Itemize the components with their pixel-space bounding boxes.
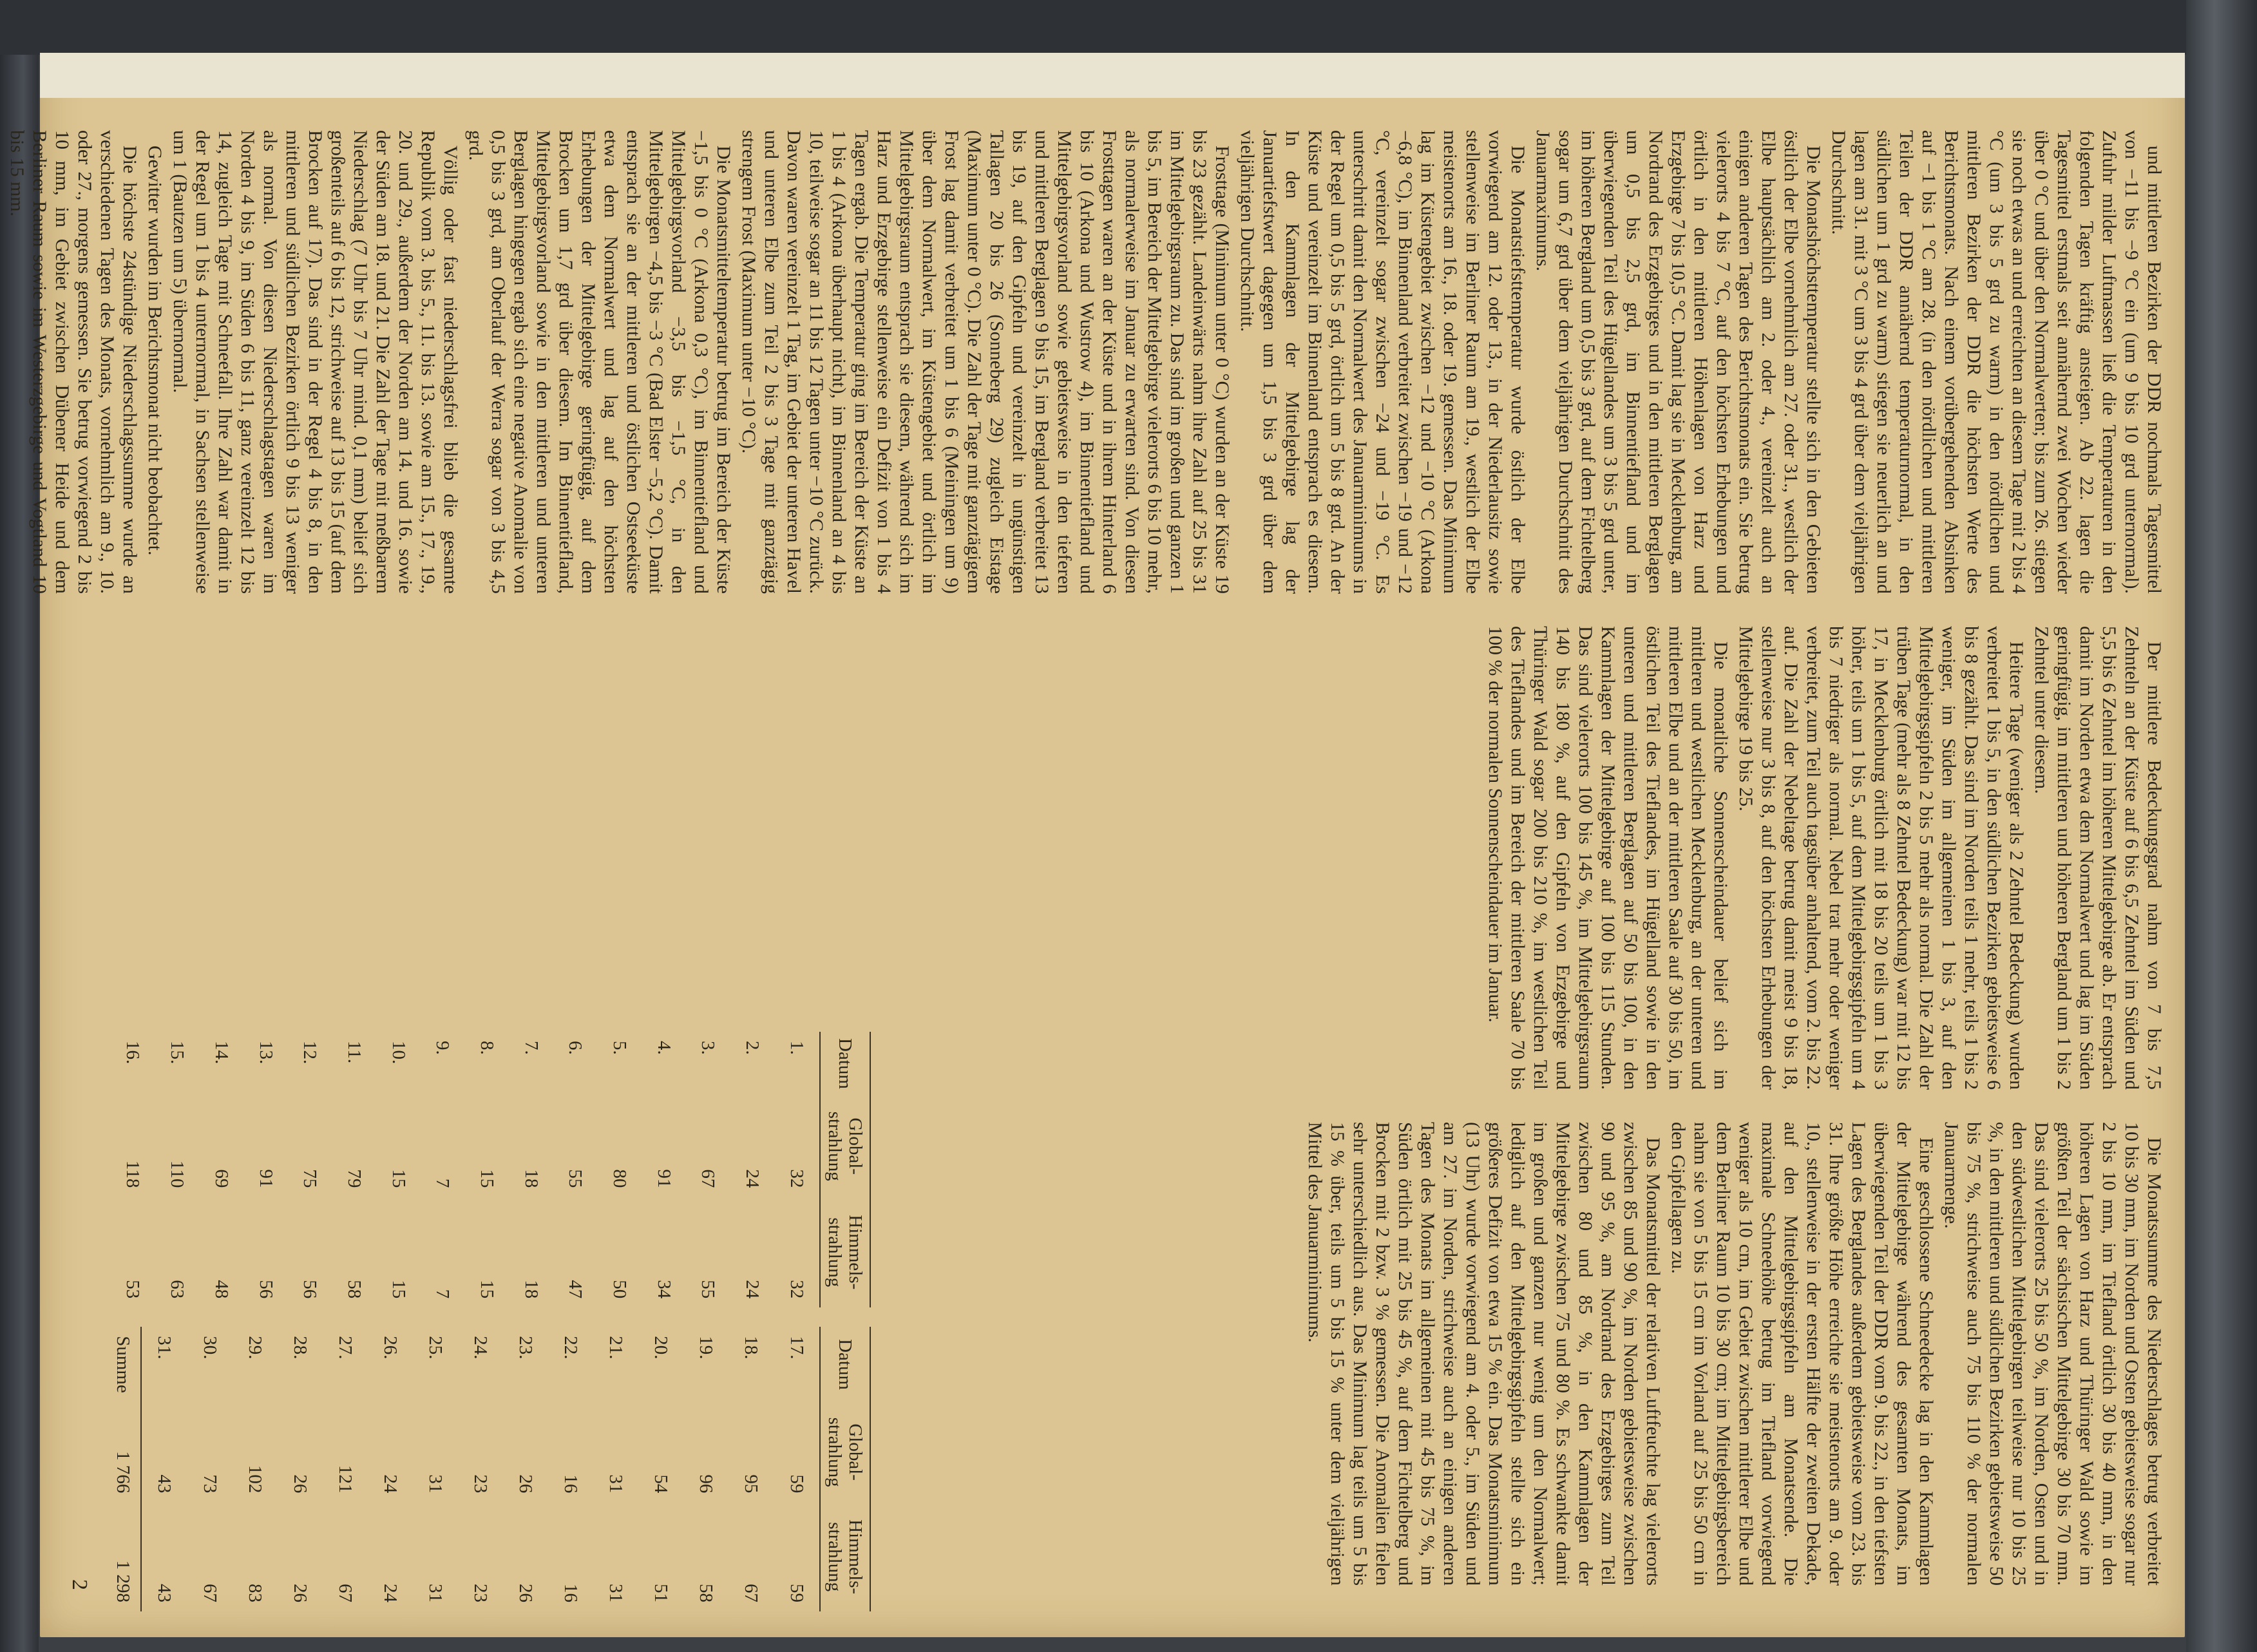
cell-global: 67 — [698, 1169, 719, 1188]
cell-himmel: 55 — [698, 1280, 719, 1299]
paragraph: Die Monatstiefsttemperatur wurde östlich der Elbe vorwiegend am 12. oder 13., in der Niederlausitz sowie stellenweise im Berliner Raum am 19., westlich der Elbe meistenorts am 16., 18. oder 19. gemessen. Das Minimum lag im Küstengebiet zwischen −12 und −10 °C (Arkona −6,8 °C), im Binnenland verbreitet zwischen −19 und −12 °C, vereinzelt sogar zwischen −24 und −19 °C. Es unterschritt damit den Normalwert des Januarminimums in der Regel um 0,5 bis 5 grd, örtlich um 5 bis 8 grd. An der Küste und vereinzelt im Binnenland entsprach es diesem. In den Kammlagen der Mittelgebirge lag der Januartiefstwert dagegen um 1,5 bis 3 grd über dem vieljährigen Durchschnitt. — [1237, 130, 1528, 594]
cell-global: 59 — [786, 1474, 807, 1494]
cell-global: 7 — [432, 1178, 453, 1188]
radiation-table-left — [111, 1032, 871, 1307]
paragraph: Eine geschlossene Schneedecke lag in den Kammlagen der Mittelgebirge während des gesamten Monats, im überwiegenden Teil der DDR vom 9. bis 22., in den tiefsten Lagen des Berglandes außerdem gebietsweise vom 23. bis 31. Ihre größte Höhe erreichte sie meistenorts am 9. oder 10., stellenweise in der ersten Hälfte der zweiten Dekade, auf den Mittelgebirgsgipfeln am Monatsende. Die maximale Schneehöhe betrug im Tiefland vorwiegend weniger als 10 cm, im Gebiet zwischen mittlerer Elbe und dem Berliner Raum 10 bis 30 cm; im Mittelgebirgsbereich nahm sie von 5 bis 15 cm im Vorland auf 25 bis 50 cm in den Gipfellagen zu. — [1668, 1122, 1937, 1586]
table-row — [774, 1327, 820, 1611]
table-row — [638, 1327, 683, 1611]
cell-datum: 3. — [698, 1041, 719, 1055]
table-row — [686, 1032, 730, 1307]
cell-datum: 13. — [255, 1041, 276, 1065]
paragraph: Heitere Tage (weniger als 2 Zehntel Bedeckung) wurden verbreitet 1 bis 5, in den südlichen Bezirken gebietsweise 6 bis 8 gezählt. Das sind im Norden teils 1 mehr, teils 1 bis 2 weniger, im Süden im allgemeinen 1 bis 3, auf den Mittelgebirgsgipfeln 2 bis 5 mehr als normal. Die Zahl der trüben Tage (mehr als 8 Zehntel Bedeckung) war mit 12 bis 17, in Mecklenburg örtlich mit 18 bis 20 teils um 1 bis 3 höher, teils um 1 bis 5, auf dem Mittelgebirgsgipfeln um 4 bis 7 niedriger als normal. Nebel trat mehr oder weniger verbreitet, zum Teil auch tagsüber anhaltend, vom 2. bis 22. auf. Die Zahl der Nebeltage betrug damit meist 9 bis 18, stellenweise nur 3 bis 8, auf den höchsten Erhebungen der Mittelgebirge 19 bis 25. — [1735, 626, 2027, 1090]
cell-global: 75 — [300, 1169, 321, 1188]
book-cover-edge — [0, 0, 2257, 55]
cell-global: 18 — [520, 1169, 542, 1188]
cell-datum: 9. — [432, 1041, 453, 1055]
cell-datum: 24. — [470, 1336, 491, 1360]
sum-global: 1 766 — [111, 1402, 141, 1503]
table-row — [141, 1327, 187, 1611]
cell-global: 15 — [388, 1169, 409, 1188]
table-sum-row — [111, 1327, 141, 1611]
cell-datum: 5. — [609, 1041, 631, 1055]
cell-global: 16 — [560, 1474, 582, 1494]
cell-himmel: 34 — [653, 1280, 674, 1299]
header-himmel: Himmels-strahlung — [820, 1197, 870, 1307]
cell-datum: 2. — [742, 1041, 763, 1055]
cell-himmel: 31 — [605, 1584, 627, 1602]
cell-himmel: 50 — [609, 1280, 631, 1299]
cell-global: 110 — [167, 1160, 188, 1188]
cell-datum: 31. — [154, 1336, 175, 1360]
text-column-3 — [877, 1122, 2166, 1586]
cell-himmel: 56 — [255, 1280, 276, 1299]
paragraph: Die Monatshöchsttemperatur stellte sich in den Gebieten östlich der Elbe vornehmlich am 27. oder 31., westlich der Elbe hauptsächlich am 2. oder 4., vereinzelt auch an einigen anderen Tagen des Berichtsmonats ein. Sie betrug vielerorts 4 bis 7 °C, auf den höchsten Erhebungen und örtlich in den mittleren Höhenlagen von Harz und Erzgebirge 7 bis 10,5 °C. Damit lag sie in Mecklenburg, am Nordrand des Erzgebirges und in den mittleren Berglagen um 0,5 bis 2,5 grd, im Binnentiefland und im überwiegenden Teil des Hügellandes um 3 bis 5 grd unter, im höheren Bergland um 0,5 bis 3 grd, auf dem Fichtelberg sogar um 6,7 grd über dem vieljährigen Durchschnitt des Januarmaximums. — [1532, 130, 1824, 594]
table-row — [730, 1032, 775, 1307]
cell-himmel: 58 — [343, 1280, 365, 1299]
cell-datum: 1. — [786, 1041, 808, 1055]
cell-datum: 20. — [651, 1336, 672, 1360]
paragraph: Gewitter wurden im Berichtsmonat nicht beobachtet. — [144, 146, 166, 556]
cell-global: 91 — [255, 1169, 276, 1188]
sum-label: Summe — [111, 1327, 141, 1402]
rotated-page-content — [6, 98, 2185, 1637]
cell-global: 26 — [515, 1474, 537, 1494]
cell-global: 79 — [343, 1169, 365, 1188]
table-row — [683, 1327, 729, 1611]
cell-datum: 22. — [560, 1336, 582, 1360]
cell-global: 31 — [605, 1474, 627, 1494]
cell-himmel: 15 — [477, 1280, 498, 1299]
cell-global: 23 — [470, 1474, 491, 1494]
cell-himmel: 7 — [432, 1289, 453, 1299]
page-number: 2 — [68, 1579, 91, 1590]
cell-himmel: 48 — [211, 1280, 232, 1299]
cell-datum: 27. — [335, 1336, 356, 1360]
paragraph: Völlig oder fast niederschlagsfrei blieb die gesamte Republik vom 3. bis 5., 11. bis 13. sowie am 15., 17., 19., 20. und 29., außerdem der Norden am 14. und 16. sowie der Süden am 18. und 21. Die Zahl der Tage mit meßbarem Niederschlag (7 Uhr bis 7 Uhr mind. 0,1 mm) belief sich großenteils auf 6 bis 12, strichweise auf 13 bis 15 (auf dem Brocken auf 17). Das sind in der Regel 4 bis 8, in den mittleren und südlichen Bezirken örtlich 9 bis 13 weniger als normal. Von diesen Niederschlagstagen waren im Norden 4 bis 9, im Süden 6 bis 11, ganz vereinzelt 12 bis 14, zugleich Tage mit Schneefall. Ihre Zahl war damit in der Regel um 1 bis 4 unternormal, in Sachsen stellenweise um 1 (Bautzen um 5) übernormal. — [169, 130, 461, 594]
table-row — [187, 1327, 233, 1611]
cell-datum: 18. — [741, 1336, 762, 1360]
cell-datum: 6. — [565, 1041, 586, 1055]
cell-global: 118 — [122, 1160, 144, 1188]
cell-global: 69 — [211, 1169, 232, 1188]
cell-datum: 28. — [289, 1336, 310, 1360]
paragraph: Der mittlere Bedeckungsgrad nahm von 7 bis 7,5 Zehnteln an der Küste auf 6 bis 6,5 Zehntel im Süden und 5,5 bis 6 Zehntel im höheren Mittelgebirge ab. Er entsprach damit im Norden etwa dem Normalwert und lag im Süden geringfügig, im mittleren und höheren Bergland um 1 bis 2 Zehntel unter diesem. — [2031, 626, 2165, 1090]
document-page — [6, 53, 2185, 1637]
paragraph: Die Monatssumme des Niederschlages betrug verbreitet 10 bis 30 mm, im Norden und Osten gebietsweise sogar nur 2 bis 10 mm, im Tiefland örtlich 30 bis 40 mm, in den höheren Lagen von Harz und Thüringer Wald sowie im größten Teil der sächsischen Mittelgebirge 30 bis 70 mm. Das sind vielerorts 25 bis 50 %, im Norden, Osten und in den südwestlichen Mittelgebirgen teilweise nur 10 bis 25 %, in den mittleren und südlichen Bezirken gebietsweise 50 bis 75 %, strichweise auch 75 bis 110 % der normalen Januarmenge. — [1941, 1122, 2165, 1586]
radiation-table-right — [111, 1327, 871, 1611]
cell-global: 102 — [244, 1465, 265, 1494]
cell-datum: 23. — [515, 1336, 537, 1360]
table-row — [200, 1032, 244, 1307]
cell-himmel: 58 — [696, 1584, 717, 1602]
table-row — [233, 1327, 278, 1611]
cell-himmel: 16 — [560, 1584, 582, 1602]
table-row — [278, 1327, 323, 1611]
cell-himmel: 47 — [565, 1280, 586, 1299]
cell-datum: 14. — [211, 1041, 232, 1065]
cell-himmel: 53 — [122, 1280, 144, 1299]
cell-global: 80 — [609, 1169, 631, 1188]
radiation-tables — [111, 1032, 871, 1611]
cell-datum: 16. — [122, 1041, 144, 1065]
cell-global: 96 — [696, 1474, 717, 1494]
cell-himmel: 63 — [167, 1280, 188, 1299]
header-global: Global-strahlung — [820, 1402, 870, 1503]
cell-himmel: 43 — [154, 1584, 175, 1602]
cell-datum: 4. — [653, 1041, 674, 1055]
cell-datum: 26. — [380, 1336, 401, 1360]
table-row — [553, 1032, 598, 1307]
cell-datum: 8. — [477, 1041, 498, 1055]
cell-datum: 30. — [199, 1336, 220, 1360]
cell-himmel: 26 — [515, 1584, 537, 1602]
table-row — [332, 1032, 377, 1307]
text-column-1 — [6, 130, 2166, 594]
cell-himmel: 23 — [470, 1584, 491, 1602]
paragraph: Das Monatsmittel der relativen Luftfeuchte lag vielerorts zwischen 85 und 90 %, im Norden gebietsweise zwischen 90 und 95 %, am Nordrand des Erzgebirges zum Teil zwischen 80 und 85 %, in den Kammlagen der Mittelgebirge zwischen 75 und 80 %. Es schwankte damit im großen und ganzen nur wenig um den Normalwert; lediglich auf den Mittelgebirgsgipfeln stellte sich ein größeres Defizit von etwa 15 % ein. Das Monatsminimum (13 Uhr) wurde vorwiegend am 4. oder 5., im Süden und am 27. im Norden, strichweise auch an einigen anderen Tagen des Monats im allgemeinen mit 45 bis 75 %, im Süden örtlich mit 25 bis 45 %, auf dem Fichtelberg und Brocken mit 2 bzw. 3 % gemessen. Die Anomalien fielen sehr unterschiedlich aus. Das Minimum lag teils um 5 bis 15 % über, teils um 5 bis 15 % unter dem vieljährigen Mittel des Januarminimums. — [1304, 1122, 1664, 1586]
cell-global: 24 — [742, 1169, 763, 1188]
table-row — [323, 1327, 368, 1611]
table-row — [368, 1327, 413, 1611]
cell-datum: 10. — [388, 1041, 409, 1065]
cell-global: 43 — [154, 1474, 175, 1494]
cell-datum: 25. — [425, 1336, 446, 1360]
cell-global: 24 — [380, 1474, 401, 1494]
cell-himmel: 15 — [388, 1280, 409, 1299]
cell-datum: 21. — [605, 1336, 627, 1360]
table-row — [376, 1032, 421, 1307]
table-row — [111, 1032, 155, 1307]
cell-himmel: 67 — [335, 1584, 356, 1602]
table-row — [458, 1327, 503, 1611]
sum-himmel: 1 298 — [111, 1502, 141, 1611]
table-row — [413, 1327, 458, 1611]
table-row — [548, 1327, 593, 1611]
table-row — [503, 1327, 548, 1611]
cell-datum: 7. — [520, 1041, 542, 1055]
cell-datum: 12. — [300, 1041, 321, 1065]
cell-himmel: 31 — [425, 1584, 446, 1602]
paragraph: Die höchste 24stündige Niederschlagssumme wurde an verschiedenen Tagen des Monats, vornehmlich am 9., 10. oder 27., morgens gemessen. Sie betrug vorwiegend 2 bis 10 mm, im Gebiet zwischen Dübener Heide und dem Berliner Raum sowie im Westerzgebirge und Vogtland 10 bis 15 mm. — [6, 130, 140, 594]
cell-global: 121 — [335, 1465, 356, 1494]
cell-himmel: 26 — [289, 1584, 310, 1602]
cell-himmel: 56 — [300, 1280, 321, 1299]
header-global: Global-strahlung — [820, 1096, 870, 1197]
cell-himmel: 51 — [651, 1584, 672, 1602]
paragraph: Die Monatsmitteltemperatur betrug im Bereich der Küste −1,5 bis 0 °C (Arkona 0,3 °C), im Binnentiefland und Mittelgebirgsvorland −3,5 bis −1,5 °C, in den Mittelgebirgen −4,5 bis −3 °C (Bad Elster −5,2 °C). Damit entsprach sie an der mittleren und östlichen Ostseeküste etwa dem Normalwert und lag auf den höchsten Erhebungen der Mittelgebirge geringfügig, auf dem Brocken um 1,7 grd über diesem. Im Binnentiefland, Mittelgebirgsvorland sowie in den mittleren und unteren Berglagen hingegen ergab sich eine negative Anomalie von 0,5 bis 3 grd, am Oberlauf der Werra sogar von 3 bis 4,5 grd. — [465, 130, 734, 594]
paragraph: Die monatliche Sonnenscheindauer belief sich im mittleren und westlichen Mecklenburg, an der unteren und mittleren Elbe und an der mittleren Saale auf 30 bis 50, im östlichen Teil des Tieflandes, im Hügelland sowie in den unteren und mittleren Berglagen auf 50 bis 100, in den Kammlagen der Mittelgebirge auf 100 bis 115 Stunden. Das sind vielerorts 100 bis 145 %, im Mittelgebirgsraum 140 bis 180 %, auf den Gipfeln von Erzgebirge und Thüringer Wald sogar 200 bis 210 %, im westlichen Teil des Tieflandes und im Bereich der mittleren Saale 70 bis 100 % der normalen Sonnenscheindauer im Januar. — [1485, 626, 1731, 1090]
header-himmel: Himmels-strahlung — [820, 1502, 870, 1611]
header-datum: Datum — [820, 1032, 870, 1096]
cell-himmel: 83 — [244, 1584, 265, 1602]
cell-datum: 29. — [244, 1336, 265, 1360]
cell-global: 91 — [653, 1169, 674, 1188]
table-row — [593, 1327, 638, 1611]
cell-himmel: 67 — [199, 1584, 220, 1602]
paragraph: Frosttage (Minimum unter 0 °C) wurden an der Küste 19 bis 23 gezählt. Landeinwärts nahm ihre Zahl auf 25 bis 31 im Mittelgebirgsraum zu. Das sind im großen und ganzen 1 bis 5, im Bereich der Mittelgebirge vielerorts 6 bis 10 mehr, als normalerweise im Januar zu erwarten sind. Von diesen Frosttagen waren an der Küste und in ihrem Hinterland 6 bis 10 (Arkona und Wustrow 4), im Binnentiefland und Mittelgebirgsvorland sowie gebietsweise in den tieferen und mittleren Berglagen 9 bis 15, im Bergland verbreitet 13 bis 19, auf den Gipfeln und vereinzelt in ungünstigen Tallagen 20 bis 26 (Sonneberg 29) zugleich Eistage (Maximum unter 0 °C). Die Zahl der Tage mit ganztägigem Frost lag damit verbreitet um 1 bis 6 (Meiningen um 9) über dem Normalwert, im Küstengebiet und örtlich im Mittelgebirgsraum entsprach sie diesem, während sich im Harz und Erzgebirge stellenweise ein Defizit von 1 bis 4 Tagen ergab. Die Temperatur ging im Bereich der Küste an 1 bis 4 (Arkona überhaupt nicht), im Binnenland an 4 bis 10, teilweise sogar an 11 bis 12 Tagen unter −10 °C zurück. Davon waren vereinzelt 1 Tag, im Gebiet der unteren Havel und unteren Elbe zum Teil 2 bis 3 Tage mit ganztägig strengem Frost (Maximum unter −10 °C). — [738, 130, 1233, 594]
page-edge-stripe — [40, 53, 2185, 98]
cell-datum: 19. — [696, 1336, 717, 1360]
cell-global: 55 — [565, 1169, 586, 1188]
cell-himmel: 18 — [520, 1280, 542, 1299]
cell-global: 54 — [651, 1474, 672, 1494]
table-row — [421, 1032, 465, 1307]
cell-global: 95 — [741, 1474, 762, 1494]
table-row — [288, 1032, 332, 1307]
table-row — [598, 1032, 642, 1307]
paragraph: und mittleren Bezirken der DDR nochmals Tagesmittel von −11 bis −9 °C ein (um 9 bis 10 grd unternormal). Zufuhr milder Luftmassen ließ die Temperaturen in den folgenden Tagen kräftig ansteigen. Ab 22. lagen die Tagesmittel erstmals seit annähernd zwei Wochen wieder über 0 °C und über den Normalwerten; bis zum 26. stiegen sie noch etwas an und erreichten an diesem Tage mit 2 bis 4 °C (um 3 bis 5 grd zu warm) in den nördlichen und mittleren Bezirken der DDR die höchsten Werte des Berichtsmonats. Nach einem vorübergehenden Absinken auf −1 bis 1 °C am 28. (in den nördlichen und mittleren Teilen der DDR annähernd temperaturnormal, in den südlichen um 1 grd zu warm) stiegen sie neuerlich an und lagen am 31. mit 3 °C um 3 bis 4 grd über dem vieljährigen Durchschnitt. — [1828, 130, 2165, 594]
cell-global: 31 — [425, 1474, 446, 1494]
table-row — [243, 1032, 288, 1307]
cell-global: 15 — [477, 1169, 498, 1188]
header-datum: Datum — [820, 1327, 870, 1402]
cell-himmel: 59 — [786, 1584, 807, 1602]
table-row — [642, 1032, 686, 1307]
cell-himmel: 24 — [380, 1584, 401, 1602]
text-column-2 — [877, 626, 2166, 1090]
cell-datum: 11. — [343, 1041, 365, 1064]
cell-global: 26 — [289, 1474, 310, 1494]
table-row — [729, 1327, 774, 1611]
cell-datum: 17. — [786, 1336, 807, 1360]
cell-datum: 15. — [167, 1041, 188, 1065]
table-row — [155, 1032, 200, 1307]
cell-himmel: 67 — [741, 1584, 762, 1602]
cell-himmel: 24 — [742, 1280, 763, 1299]
table-row — [509, 1032, 553, 1307]
book-binding-edge — [2186, 0, 2257, 1652]
cell-global: 32 — [786, 1169, 808, 1188]
table-row — [465, 1032, 509, 1307]
cell-himmel: 32 — [786, 1280, 808, 1299]
cell-global: 73 — [199, 1474, 220, 1494]
table-row — [775, 1032, 821, 1307]
